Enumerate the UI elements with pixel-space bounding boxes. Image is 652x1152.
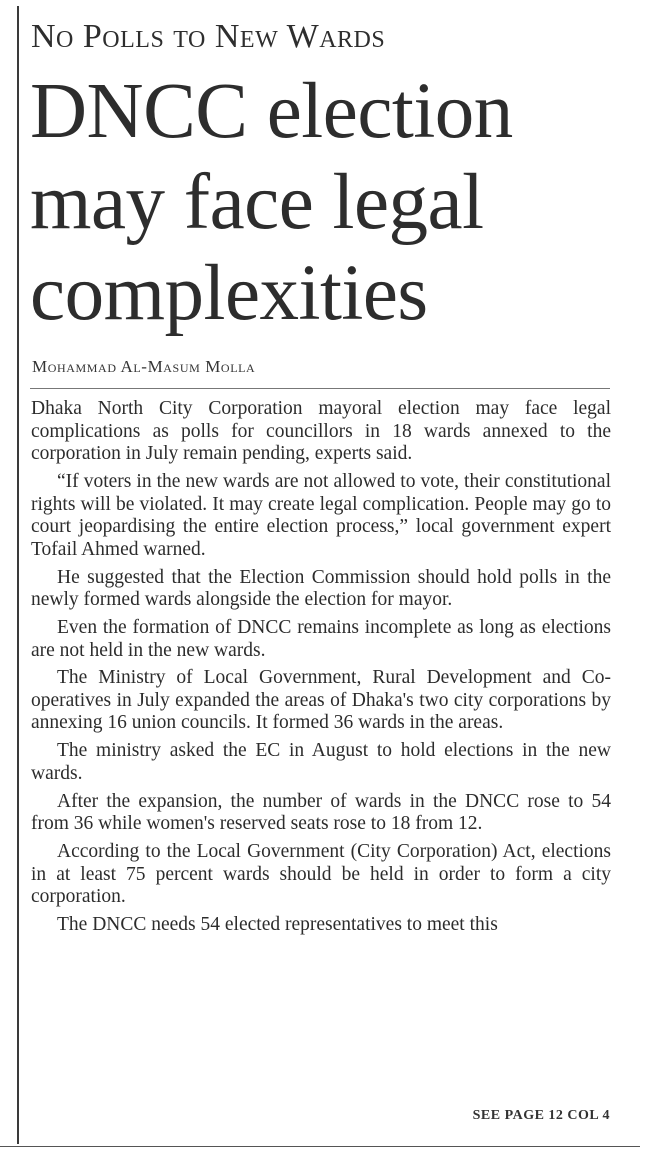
continued-jump-line: SEE PAGE 12 COL 4 [472,1108,610,1123]
paragraph: He suggested that the Election Commission should hold polls in the newly formed wards alongside the election for mayor. [31,566,611,611]
paragraph: Dhaka North City Corporation mayoral election may face legal complications as polls for councillors in 18 wards annexed to the corporation in July remain pending, experts said. [31,398,611,465]
byline-divider [30,388,610,389]
paragraph: The DNCC needs 54 elected representatives to meet this [57,913,498,935]
headline-line: may face legal [30,159,484,246]
byline: Mohammad Al-Masum Molla [32,357,256,376]
paragraph: “If voters in the new wards are not allowed to vote, their constitutional rights will be violated. It may create legal complication. People may go to court jeopardising the entire election process,” local government expert Tofail Ahmed warned. [31,470,611,560]
headline-line: DNCC election [30,68,513,155]
paragraph: According to the Local Government (City Corporation) Act, elections in at least 75 percent wards should be held in order to form a city corporation. [31,841,611,908]
bottom-rule [0,1146,640,1147]
headline [30,66,630,339]
paragraph: Even the formation of DNCC remains incomplete as long as elections are not held in the new wards. [31,616,611,661]
headline-line: complexities [30,250,428,337]
kicker: No Polls to New Wards [31,18,386,55]
paragraph: The ministry asked the EC in August to hold elections in the new wards. [31,740,611,784]
paragraph: The Ministry of Local Government, Rural Development and Co-operatives in July expanded the areas of Dhaka's two city corporations by annexing 16 union councils. It formed 36 wards in the areas. [31,667,611,734]
paragraph: After the expansion, the number of wards in the DNCC rose to 54 from 36 while women's reserved seats rose to 18 from 12. [31,790,611,835]
column-left-rule [17,6,19,1144]
article-body [31,398,611,942]
